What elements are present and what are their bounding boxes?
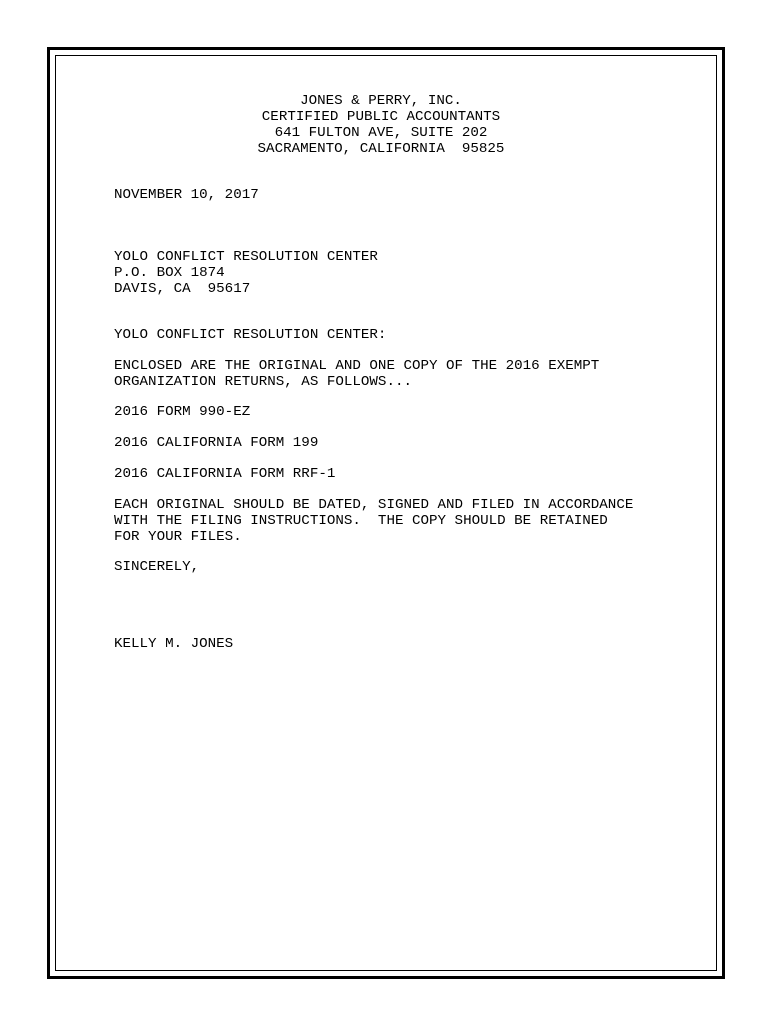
recipient-address-line1: P.O. BOX 1874 (114, 265, 225, 281)
letter-date: NOVEMBER 10, 2017 (114, 187, 259, 203)
instructions-line-2: WITH THE FILING INSTRUCTIONS. THE COPY SHOULD BE RETAINED (114, 513, 608, 529)
intro-line-1: ENCLOSED ARE THE ORIGINAL AND ONE COPY OF THE 2016 EXEMPT (114, 358, 600, 374)
signer-name: KELLY M. JONES (114, 636, 234, 652)
recipient-name: YOLO CONFLICT RESOLUTION CENTER (114, 249, 378, 265)
form-list-item: 2016 CALIFORNIA FORM 199 (114, 435, 319, 451)
form-list-item: 2016 FORM 990-EZ (114, 404, 251, 420)
intro-line-2: ORGANIZATION RETURNS, AS FOLLOWS... (114, 374, 412, 390)
salutation: YOLO CONFLICT RESOLUTION CENTER: (114, 327, 387, 343)
firm-name: JONES & PERRY, INC. (300, 93, 462, 109)
recipient-address-line2: DAVIS, CA 95617 (114, 281, 251, 297)
closing: SINCERELY, (114, 559, 200, 575)
firm-city-state-zip: SACRAMENTO, CALIFORNIA 95825 (257, 141, 505, 157)
instructions-line-3: FOR YOUR FILES. (114, 529, 242, 545)
firm-title: CERTIFIED PUBLIC ACCOUNTANTS (261, 109, 501, 125)
firm-street: 641 FULTON AVE, SUITE 202 (274, 125, 488, 141)
form-list-item: 2016 CALIFORNIA FORM RRF-1 (114, 466, 336, 482)
instructions-line-1: EACH ORIGINAL SHOULD BE DATED, SIGNED AND FILED IN ACCORDANCE (114, 497, 634, 513)
